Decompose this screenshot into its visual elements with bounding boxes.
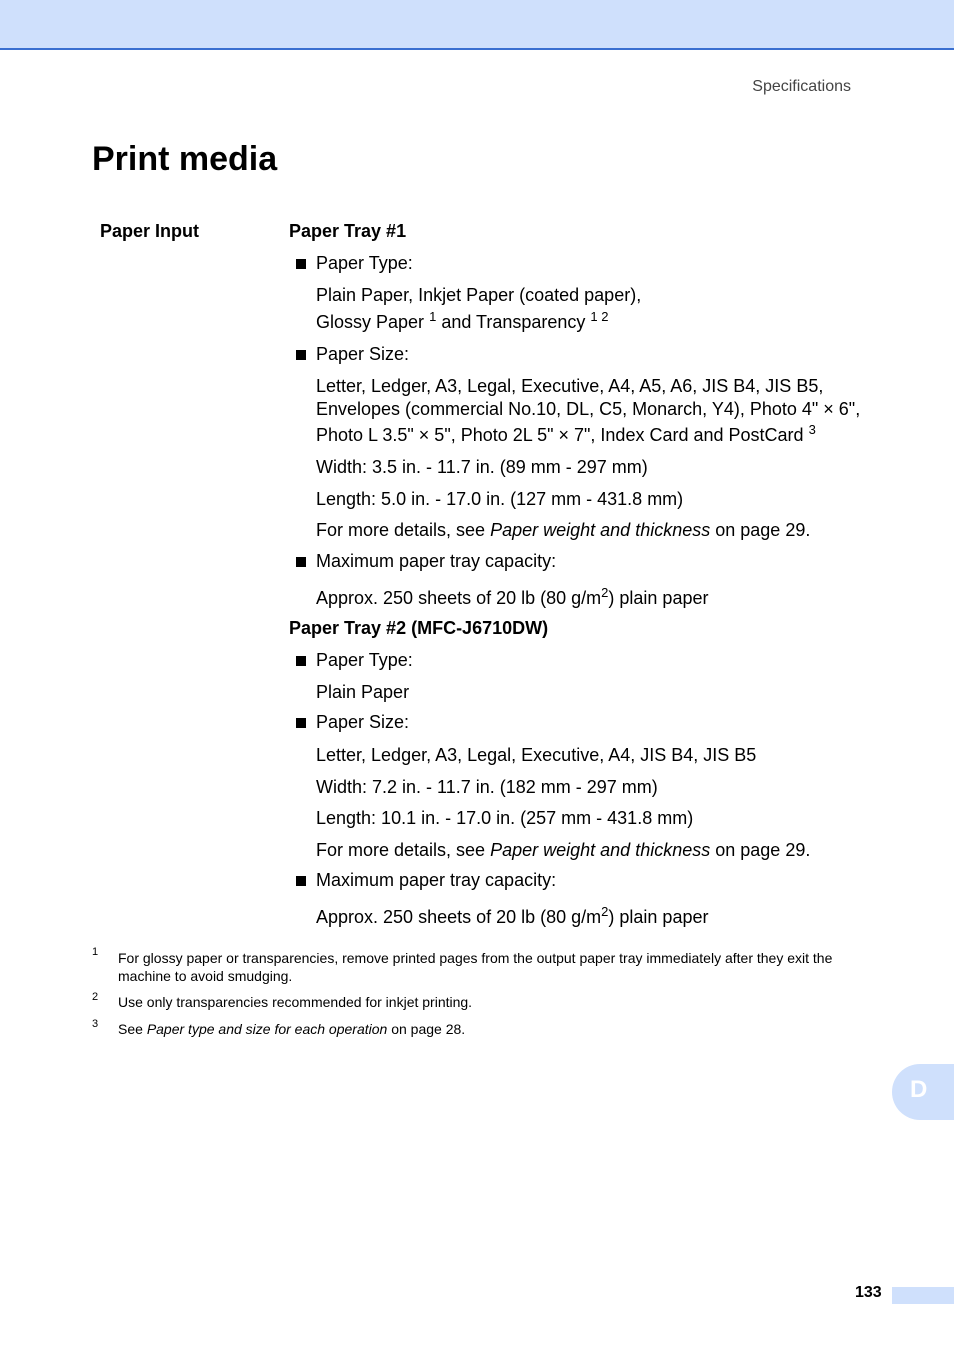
tray1-size-line1: Letter, Ledger, A3, Legal, Executive, A4, A5, A6, JIS B4, JIS B5, bbox=[316, 376, 824, 396]
footnote-text: For glossy paper or transparencies, remove printed pages from the output paper tray immediately after they exit the machine to avoid smudging. bbox=[118, 950, 833, 984]
cross-reference-link[interactable]: Paper weight and thickness bbox=[490, 520, 711, 540]
tray2-width: Width: 7.2 in. - 11.7 in. (182 mm - 297 mm) bbox=[316, 777, 658, 797]
footnote-number: 3 bbox=[92, 1018, 99, 1030]
tray2-type-label: Paper Type: bbox=[316, 650, 413, 670]
footnote-number: 1 bbox=[92, 946, 99, 958]
footnote-ref[interactable]: 1 2 bbox=[590, 309, 609, 324]
tray2-size-label: Paper Size: bbox=[316, 712, 410, 732]
tray2-capacity-label: Maximum paper tray capacity: bbox=[316, 870, 557, 890]
page-title: Print media bbox=[92, 140, 278, 178]
tray1-type-bullet bbox=[296, 253, 413, 274]
tray1-size-bullet bbox=[296, 344, 409, 365]
cross-reference-link[interactable]: Paper type and size for each operation bbox=[146, 1021, 388, 1037]
page-number: 133 bbox=[855, 1284, 882, 1301]
tray1-length: Length: 5.0 in. - 17.0 in. (127 mm - 431.8 mm) bbox=[316, 489, 684, 509]
square-bullet-icon bbox=[296, 876, 306, 886]
tray1-type-line2: Glossy Paper $^1$ and Transparency $^{1 2}$ bbox=[316, 309, 609, 332]
tray1-capacity-bullet bbox=[296, 551, 556, 572]
tray1-type-label: Paper Type: bbox=[316, 253, 413, 273]
tray1-details: For more details, see Paper weight and thickness on page 29. bbox=[316, 520, 811, 540]
page-number-bar bbox=[892, 1287, 954, 1304]
tray2-heading: Paper Tray #2 (MFC-J6710DW) bbox=[289, 618, 549, 638]
tray1-heading: Paper Tray #1 bbox=[289, 221, 407, 241]
square-bullet-icon bbox=[296, 350, 306, 360]
tray2-capacity: Approx. 250 sheets of 20 lb (80 $g/m^2$) plain paper bbox=[316, 904, 709, 927]
row-label-paper-input: Paper Input bbox=[100, 221, 200, 241]
tray2-details: For more details, see Paper weight and thickness on page 29. bbox=[316, 840, 811, 860]
chapter-tab bbox=[892, 1064, 954, 1120]
header-bar bbox=[0, 0, 954, 50]
tray2-type-bullet bbox=[296, 650, 413, 671]
tray1-size-line2: Envelopes (commercial No.10, DL, C5, Monarch, Y4), Photo 4" × 6", bbox=[316, 399, 861, 419]
tray1-capacity-label: Maximum paper tray capacity: bbox=[316, 551, 557, 571]
tray2-size-value: Letter, Ledger, A3, Legal, Executive, A4, JIS B4, JIS B5 bbox=[316, 745, 757, 765]
tray1-size-label: Paper Size: bbox=[316, 344, 410, 364]
running-header: Specifications bbox=[752, 78, 851, 95]
footnote-number: 2 bbox=[92, 991, 99, 1003]
square-bullet-icon bbox=[296, 656, 306, 666]
square-bullet-icon bbox=[296, 557, 306, 567]
tray1-capacity: Approx. 250 sheets of 20 lb (80 $g/m^2$) plain paper bbox=[316, 585, 709, 608]
footnote-text: Use only transparencies recommended for inkjet printing. bbox=[118, 994, 473, 1010]
square-bullet-icon bbox=[296, 718, 306, 728]
tray2-size-bullet bbox=[296, 712, 409, 733]
tray2-capacity-bullet bbox=[296, 870, 556, 891]
tray2-length: Length: 10.1 in. - 17.0 in. (257 mm - 431.8 mm) bbox=[316, 808, 694, 828]
tray1-type-line1: Plain Paper, Inkjet Paper (coated paper), bbox=[316, 285, 642, 305]
tray1-width: Width: 3.5 in. - 11.7 in. (89 mm - 297 mm) bbox=[316, 457, 648, 477]
footnote-ref[interactable]: 3 bbox=[808, 422, 816, 437]
footnote-ref[interactable]: 1 bbox=[429, 309, 437, 324]
tray2-type-value: Plain Paper bbox=[316, 682, 410, 702]
cross-reference-link[interactable]: Paper weight and thickness bbox=[490, 840, 711, 860]
chapter-tab-letter: D bbox=[910, 1076, 928, 1103]
square-bullet-icon bbox=[296, 259, 306, 269]
tray1-size-line3: Photo L 3.5" × 5", Photo 2L 5" × 7", Index Card and PostCard $^3$ bbox=[316, 422, 816, 445]
footnote-text: See Paper type and size for each operation on page 28. bbox=[118, 1021, 466, 1037]
